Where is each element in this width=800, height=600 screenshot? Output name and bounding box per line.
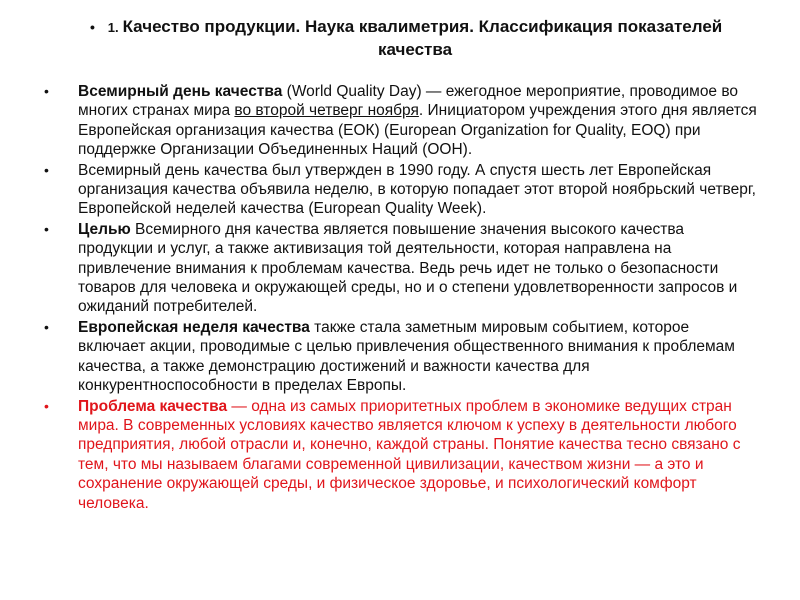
paragraph-text: также стала заметным мировым событием, которое включает акции, проводимые с целью привлечения общественного внимания к проблемам качества, а также демонстрацию достижений и важности качества для конкурентноспособности в пределах Европы. (78, 318, 735, 395)
term-european-week: Европейская неделя качества (78, 318, 310, 336)
content-body (40, 82, 760, 514)
paragraph-world-quality-day (40, 82, 760, 160)
term-goal: Целью (78, 220, 131, 238)
title-text-wrap (95, 16, 735, 61)
paragraph-text: Всемирный день качества был утвержден в 1990 году. А спустя шесть лет Европейская организация качества объявила неделю, в которую попадает этот второй ноябрьский четверг, Европейской неделей качества (European Quality Week). (78, 161, 756, 218)
bullet: • (44, 318, 49, 335)
title-number: 1. (107, 20, 119, 35)
term-quality-problem: Проблема качества (78, 397, 228, 415)
paragraph-text: — ежегодное мероприятие, проводимое во многих странах мира (78, 83, 739, 120)
paragraph-text: . Инициатором учреждения этого дня является Европейская организация качества (ЕОК) (European Organization for Quality, EOQ) при поддержке Организации Объединенных Наций (ООН). (78, 102, 757, 159)
bullet: • (44, 83, 49, 99)
paragraph-quality-problem (40, 397, 760, 513)
term-world-quality-day: Всемирный день качества (78, 83, 283, 100)
paragraph-goal (40, 220, 760, 317)
bullet: • (44, 220, 49, 237)
english-name: (World Quality Day) (282, 83, 426, 100)
title-bullet: • (90, 19, 95, 35)
paragraph-european-week (40, 318, 760, 396)
underlined-date: во второй четверг ноября (234, 102, 419, 120)
paragraph-text: Всемирного дня качества является повышение значения высокого качества продукции и услуг, а также активизация той деятельности, которая направлена на привлечение внимания к проблемам качества. Ведь речь идет не только о безопасности товаров для человека и окружающей среды, но и о степени удовлетворенности запросов и ожиданий потребителей. (78, 220, 738, 316)
bullet: • (44, 397, 49, 414)
bullet: • (44, 161, 49, 178)
slide-title (90, 16, 735, 61)
paragraph-text: — одна из самых приоритетных проблем в экономике ведущих стран мира. В современных условиях качество является ключом к успеху в деятельности любого предприятия, любой отрасли и, конечно, каждой страны. Понятие качества тесно связано с тем, что мы называем благами современной цивилизации, качеством жизни — а это и сохранение окружающей среды, и физическое здоровье, и психологический комфорт человека. (78, 397, 741, 512)
title-text: Качество продукции. Наука квалиметрия. Классификация показателей качества (122, 17, 723, 59)
paragraph-history (40, 161, 760, 219)
